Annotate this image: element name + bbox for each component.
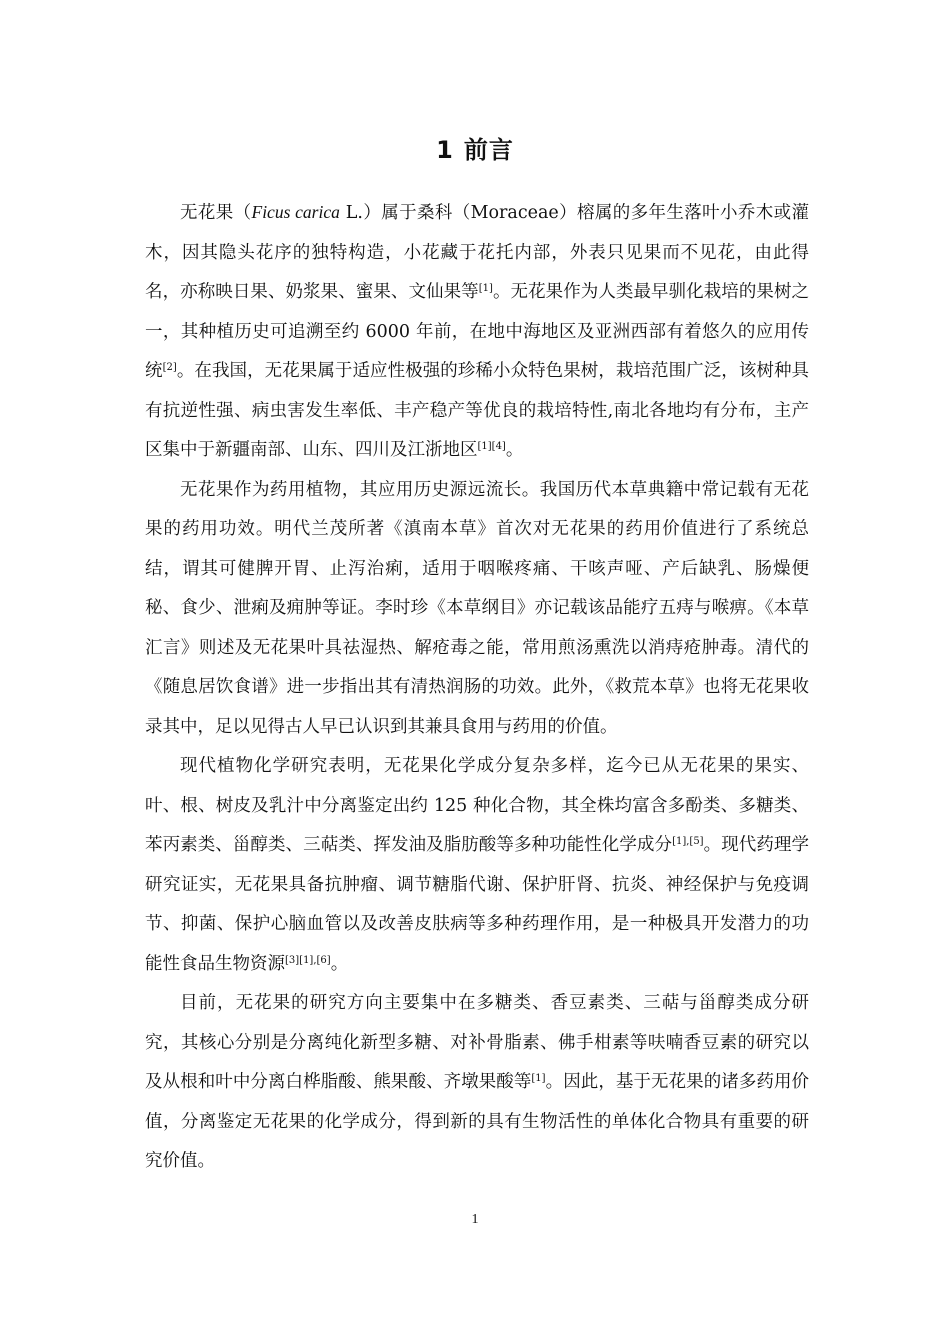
citation-ref: [1],[5] [672, 836, 704, 847]
citation-ref: [1] [531, 1073, 546, 1084]
paragraph-phytochemistry [145, 747, 809, 984]
citation-ref: [3][1],[6] [285, 954, 331, 966]
section-number: 1 [436, 136, 454, 164]
species-name-italic: Ficus carica [251, 202, 340, 222]
text-run: 无花果作为药用植物，其应用历史源远流长。我国历代本草典籍中常记载有无花果的药用功效。明代兰茂所著《滇南本草》首次对无花果的药用价值进行了系统总结，谓其可健脾开胃、止泻治痢，适用于咽喉疼痛、干咳声哑、产后缺乳、肠燥便秘、食少、泄痢及痈肿等证。李时珍《本草纲目》亦记载该品能疗五痔与喉痹。《本草汇言》则述及无花果叶具祛湿热、解疮毒之能，常用煎汤熏洗以消痔疮肿毒。清代的《随息居饮食谱》进一步指出其有清热润肠的功效。此外，《救荒本草》也将无花果收录其中，足以见得古人早已认识到其兼具食用与药用的价值。 [145, 479, 809, 737]
text-run: 。现代药理学研究证实，无花果具备抗肿瘤、调节糖脂代谢、保护肝肾、抗炎、神经保护与免疫调节、抑菌、保护心脑血管以及改善皮肤病等多种药理作用，是一种极具开发潜力的功能性食品生物资源 [145, 835, 810, 974]
section-title: 前言 [463, 136, 514, 164]
text-run: 。无花果作为人类最早驯化栽培的果树之一，其种植历史可追溯至约 6000 年前，在地中海地区及亚洲西部有着悠久的应用传统 [145, 282, 810, 381]
paragraph-intro [145, 193, 809, 471]
page-number: 1 [471, 1212, 479, 1227]
text-run: 。在我国，无花果属于适应性极强的珍稀小众特色果树，栽培范围广泛，该树种具有抗逆性强、病虫害发生率低、丰产稳产等优良的栽培特性,南北各地均有分布，主产区集中于新疆南部、山东、四川及江浙地区 [145, 361, 810, 460]
paragraph-history [145, 471, 809, 748]
text-run: 。因此，基于无花果的诸多药用价值，分离鉴定无花果的化学成分，得到新的具有生物活性的单体化合物具有重要的研究价值。 [145, 1072, 810, 1171]
text-run: 目前，无花果的研究方向主要集中在多糖类、香豆素类、三萜与甾醇类成分研究，其核心分别是分离纯化新型多糖、对补骨脂素、佛手柑素等呋喃香豆素的研究以及从根和叶中分离白桦脂酸、熊果酸、齐墩果酸等 [145, 993, 809, 1092]
section-heading [0, 130, 950, 170]
citation-ref: [1] [478, 283, 493, 294]
body-text [145, 193, 809, 1182]
paragraph-research-direction [145, 984, 809, 1182]
text-run: 。 [505, 440, 524, 460]
citation-ref: [2] [162, 362, 177, 373]
text-run: 无花果（ [180, 203, 252, 223]
text-run: 现代植物化学研究表明，无花果化学成分复杂多样，迄今已从无花果的果实、叶、根、树皮及乳汁中分离鉴定出约 125 种化合物，其全株均富含多酚类、多糖类、苯丙素类、甾醇类、三萜类、挥发油及脂肪酸等多种功能性化学成分 [145, 756, 809, 855]
text-run: 。 [330, 953, 349, 974]
text-run: L.）属于桑科（Moraceae）榕属的多年生落叶小乔木或灌木，因其隐头花序的独特构造，小花藏于花托内部，外表只见果而不见花，由此得名，亦称映日果、奶浆果、蜜果、文仙果等 [145, 203, 810, 302]
citation-ref: [1][4] [477, 441, 506, 452]
